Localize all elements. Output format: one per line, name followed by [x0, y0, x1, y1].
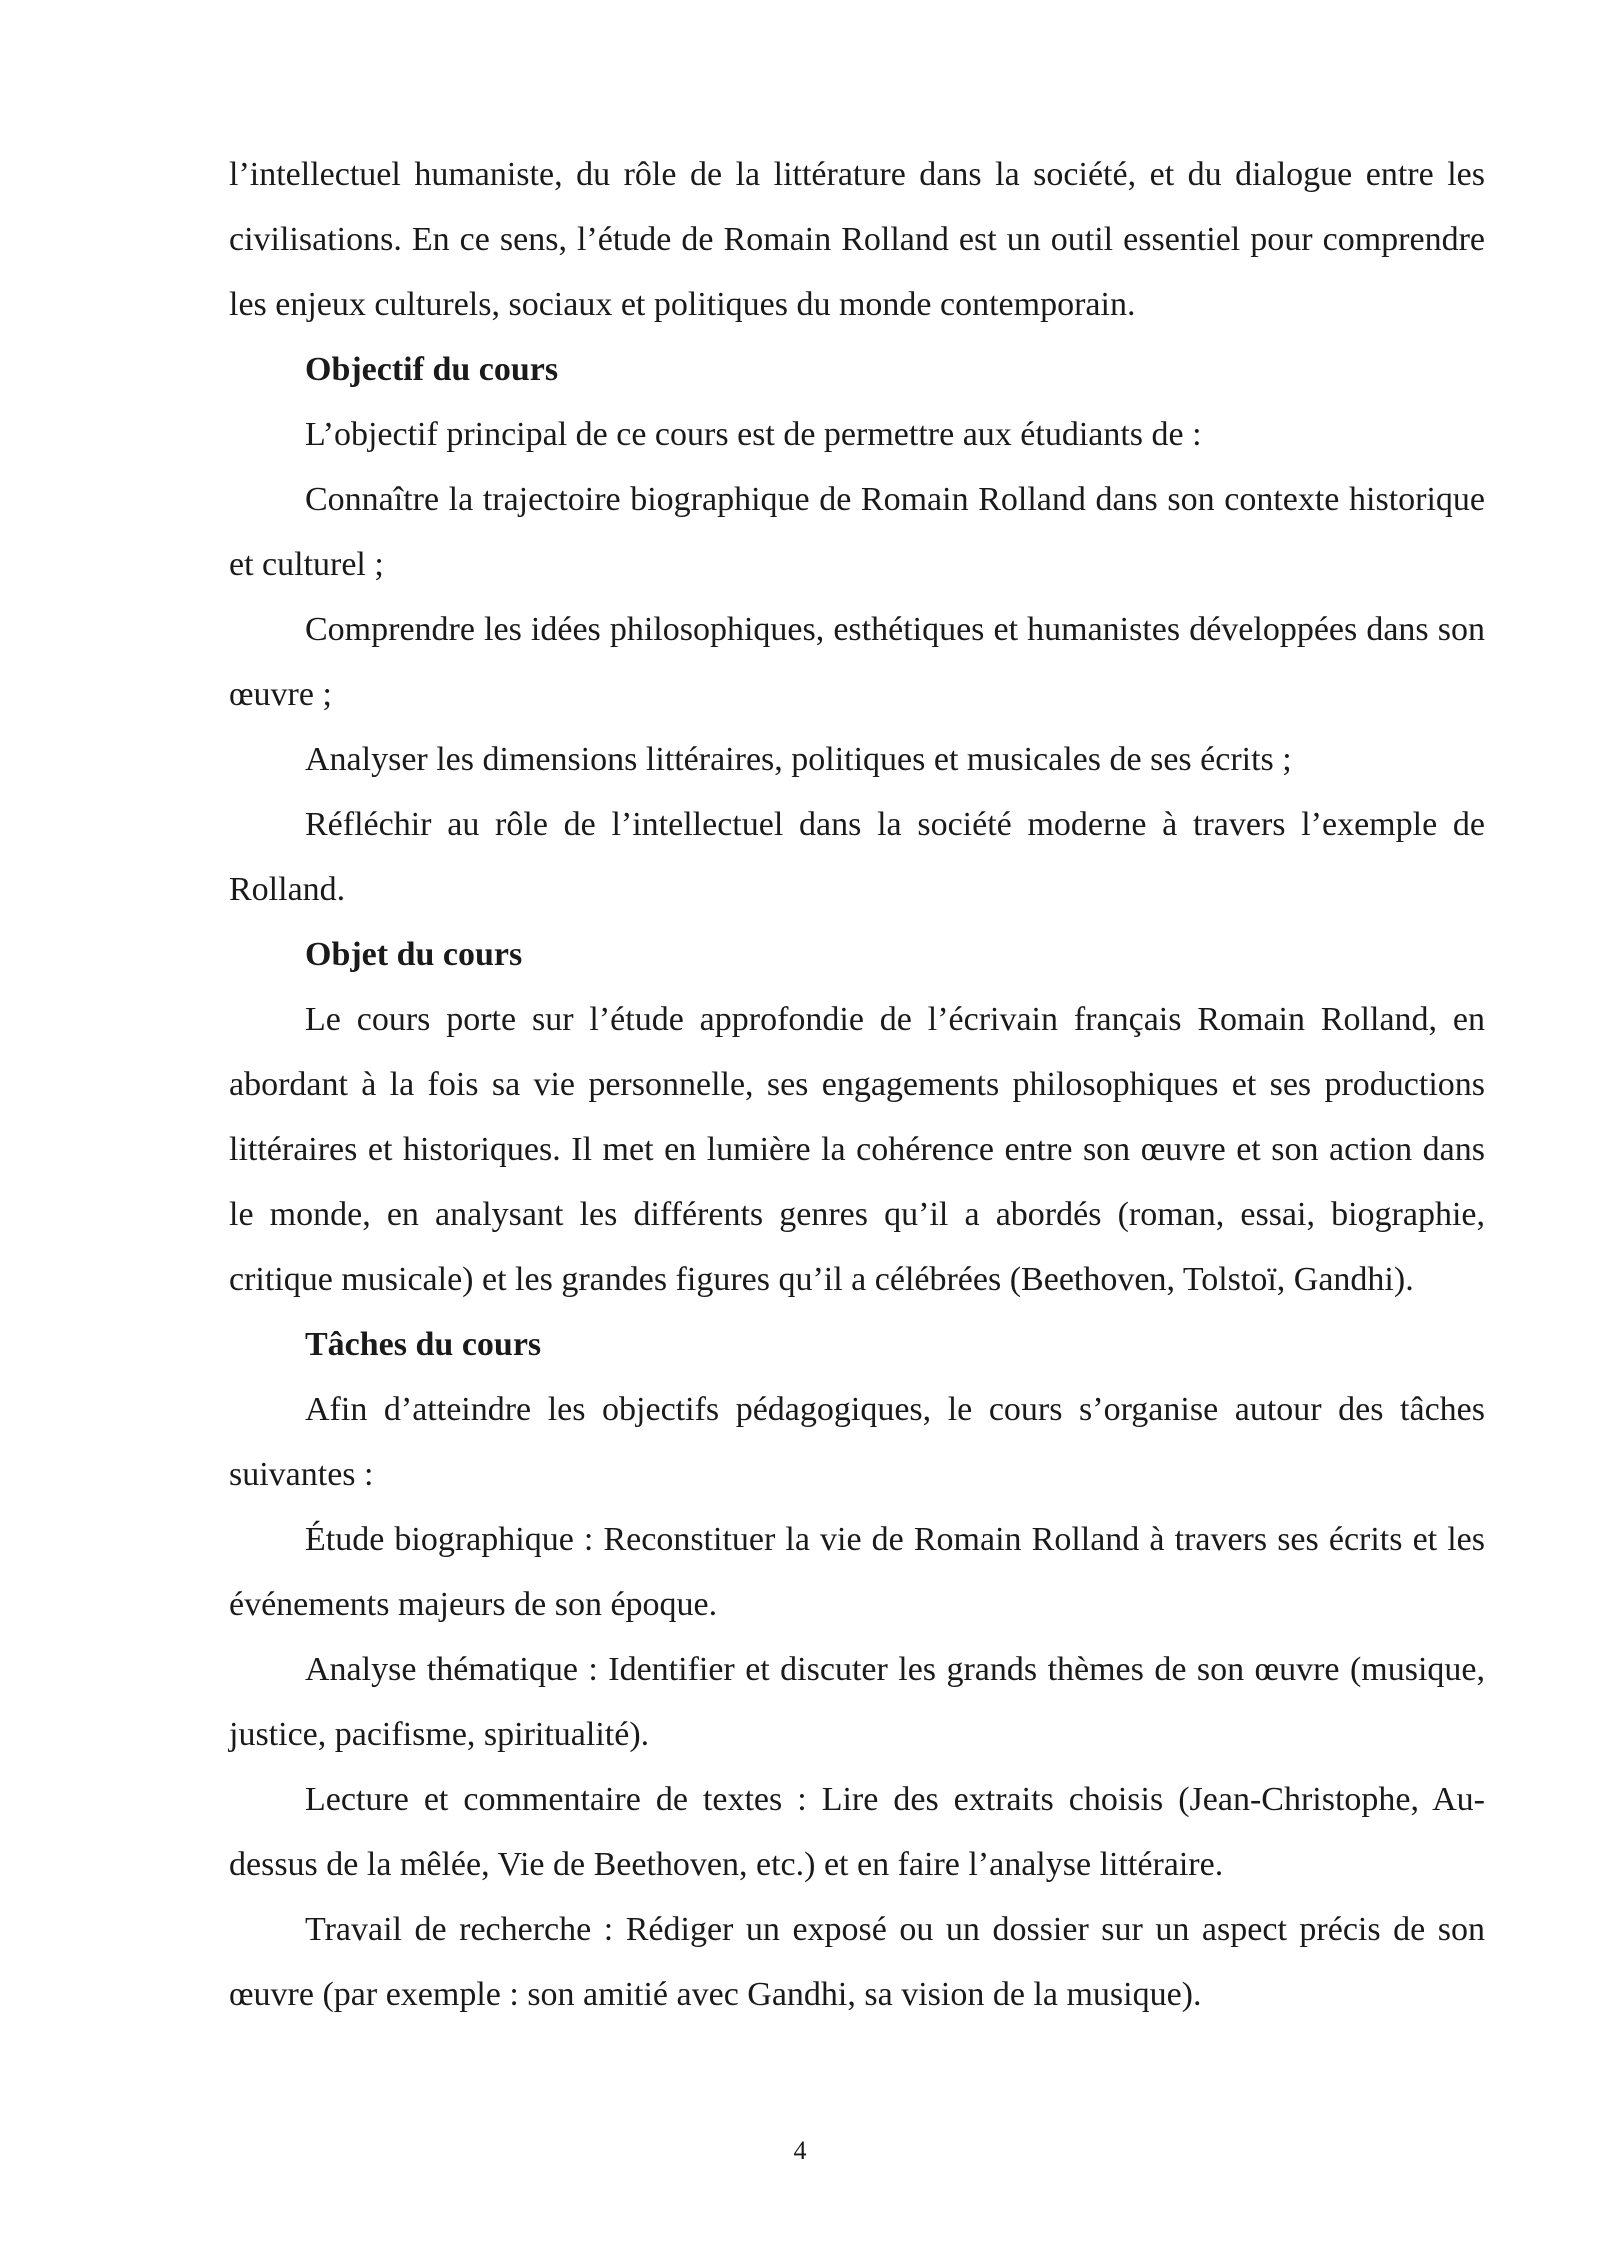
objet-paragraph: Le cours porte sur l’étude approfondie de l’écrivain français Romain Rolland, en abordant à la fois sa vie personnelle, ses engagements philosophiques et ses productions littéraires et historiques. Il met en lumière la cohérence entre son œuvre et son action dans le monde, en analysant les différents genres qu’il a abordés (roman, essai, biographie, critique musicale) et les grandes figures qu’il a célébrées (Beethoven, Tolstoï, Gandhi). [229, 1001, 1485, 1298]
page-number: 4 [793, 2136, 807, 2165]
objectif-lead: L’objectif principal de ce cours est de permettre aux étudiants de : [305, 416, 1202, 453]
objectif-item: Réfléchir au rôle de l’intellectuel dans la société moderne à travers l’exemple de Rolland. [229, 806, 1485, 908]
taches-item: Lecture et commentaire de textes : Lire des extraits choisis (Jean-Christophe, Au-dessus de la mêlée, Vie de Beethoven, etc.) et en faire l’analyse littéraire. [229, 1781, 1485, 1883]
taches-lead: Afin d’atteindre les objectifs pédagogiques, le cours s’organise autour des tâches suivantes : [229, 1391, 1485, 1493]
objectif-item: Comprendre les idées philosophiques, esthétiques et humanistes développées dans son œuvre ; [229, 611, 1485, 713]
taches-item: Analyse thématique : Identifier et discuter les grands thèmes de son œuvre (musique, justice, pacifisme, spiritualité). [229, 1651, 1485, 1753]
intro-paragraph: l’intellectuel humaniste, du rôle de la littérature dans la société, et du dialogue entre les civilisations. En ce sens, l’étude de Romain Rolland est un outil essentiel pour comprendre les enjeux culturels, sociaux et politiques du monde contemporain. [229, 156, 1485, 323]
document-body [229, 142, 1485, 2027]
objectif-item: Connaître la trajectoire biographique de Romain Rolland dans son contexte historique et culturel ; [229, 481, 1485, 583]
section-heading-taches: Tâches du cours [305, 1326, 542, 1363]
section-heading-objet: Objet du cours [305, 936, 523, 973]
taches-item: Travail de recherche : Rédiger un exposé ou un dossier sur un aspect précis de son œuvre (par exemple : son amitié avec Gandhi, sa vision de la musique). [229, 1911, 1485, 2013]
objectif-item: Analyser les dimensions littéraires, politiques et musicales de ses écrits ; [305, 741, 1292, 778]
section-heading-objectif: Objectif du cours [305, 351, 559, 388]
taches-item: Étude biographique : Reconstituer la vie de Romain Rolland à travers ses écrits et les événements majeurs de son époque. [229, 1521, 1485, 1623]
